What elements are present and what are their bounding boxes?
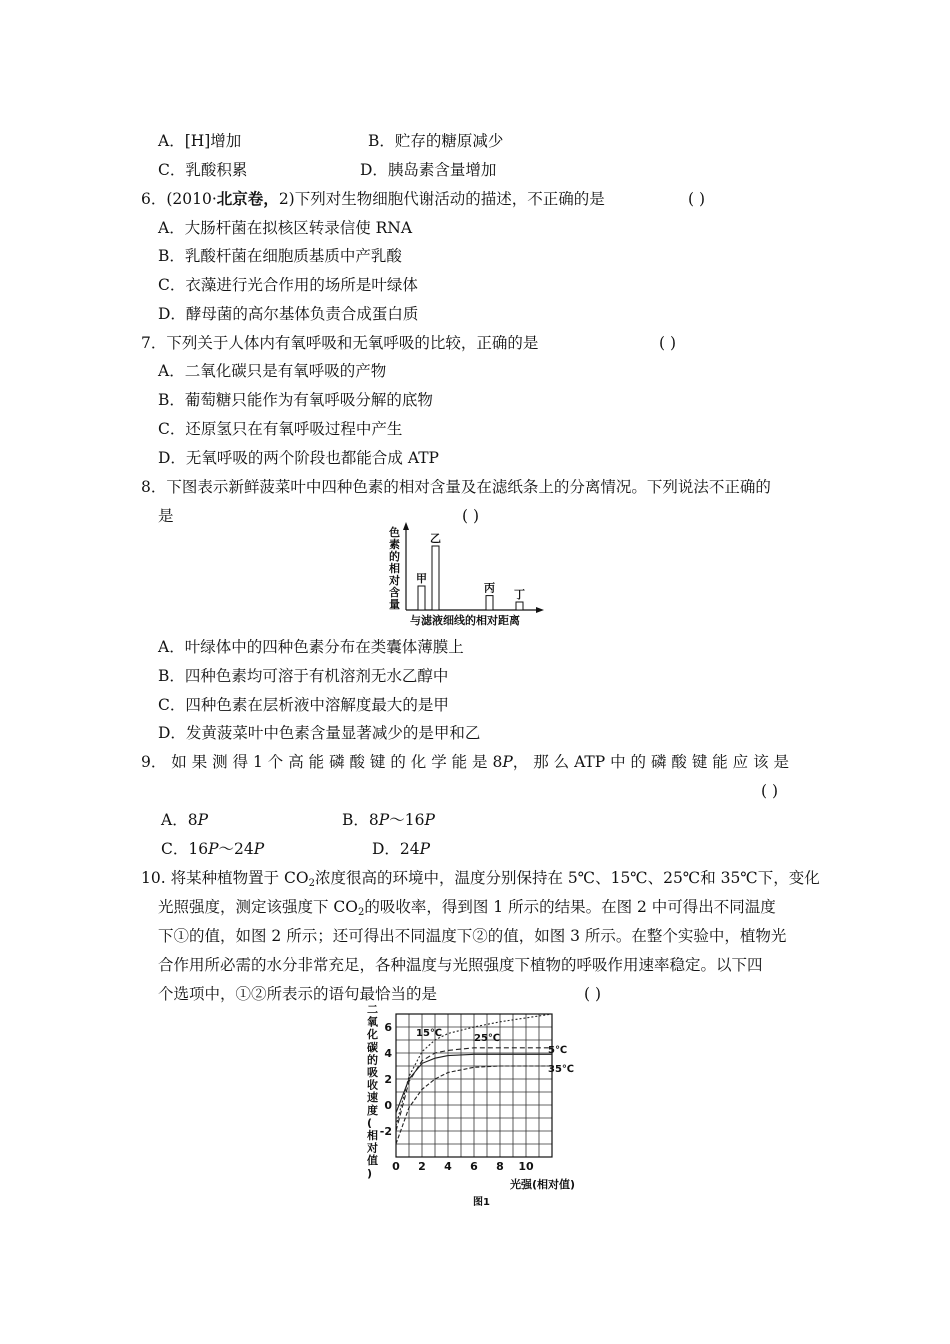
figure1-x-tick: 10 [518,1160,534,1173]
pigment-bar-label: 乙 [430,532,441,545]
q10-line4: 合作用所必需的水分非常充足，各种温度与光照强度下植物的呼吸作用速率稳定。以下四 [158,956,763,974]
figure1-ylabel-char: 值 [367,1154,378,1168]
q9-option-b [342,810,435,830]
figure1-ylabel-char: 速 [367,1091,378,1105]
q9-option-d [372,839,430,859]
pigment-ylabel-char: 含 [389,586,400,599]
figure1-ylabel-char: 对 [367,1141,378,1155]
q10-line1-a: 10. 将某种植物置于 CO [141,869,309,887]
figure1-ylabel-char: 度 [367,1103,378,1117]
figure1-xlabel: 光强(相对值) [510,1178,576,1191]
q9-stem-tail: ， 那 么 ATP 中 的 磷 酸 键 能 应 该 是 [512,753,790,771]
pigment-ylabel-char: 色 [389,526,400,539]
q6-answer-bracket: ( ) [688,190,706,208]
q10-line1-b: 浓度很高的环境中，温度分别保持在 5℃、15℃、25℃和 35℃下，变化 [314,869,820,887]
figure1-ylabel-char: 二 [367,1003,378,1016]
q5-option-d: D．胰岛素含量增加 [360,161,497,179]
figure1-title: 图1 [473,1197,490,1208]
pigment-ylabel-char: 量 [389,598,400,611]
pigment-ylabel-char: 对 [389,574,400,587]
q9-option-c [161,839,264,859]
figure1-y-tick: 6 [384,1021,392,1034]
q10-line2-a: 光照强度，测定该强度下 CO [158,898,358,916]
pigment-bar-label: 甲 [416,572,427,585]
q6-option-d: D．酵母菌的高尔基体负责合成蛋白质 [158,305,419,323]
q10-answer-bracket: ( ) [584,985,602,1003]
q6-stem [141,189,605,209]
q9-option-a [161,810,208,830]
figure1-ylabel-char: 的 [367,1053,378,1067]
q9-option-c-var2: P [253,840,265,858]
q9-option-a-var: P [197,811,208,829]
figure1-x-tick: 2 [418,1160,426,1173]
q7-stem: 7．下列关于人体内有氧呼吸和无氧呼吸的比较，正确的是 [141,334,539,352]
pigment-bar [432,546,439,610]
figure1-series-label: 25℃ [474,1033,501,1044]
q9-option-c-var1: P [208,840,219,858]
figure1-series-label: 15℃ [416,1028,443,1039]
q9-option-d-var: P [419,840,431,858]
pigment-ylabel-char: 的 [389,550,400,563]
figure1-y-tick: -2 [379,1125,392,1138]
q6-number: 6． [141,190,167,208]
figure1-ylabel-char: 收 [367,1078,378,1092]
figure1-ylabel-char: ) [367,1166,373,1180]
q9-stem [141,752,789,772]
q6-source-bold: 北京卷， [216,189,279,208]
pigment-bar [486,596,493,610]
figure1-y-tick: 4 [384,1047,392,1060]
pigment-ylabel-char: 相 [389,562,400,575]
q9-option-d-text: D．24 [372,840,420,858]
q8-stem-line1: 8．下图表示新鲜菠菜叶中四种色素的相对含量及在滤纸条上的分离情况。下列说法不正确的 [141,478,771,496]
figure1-ylabel-char: 碳 [367,1040,378,1054]
q9-stem-text: 9． 如 果 测 得 1 个 高 能 磷 酸 键 的 化 学 能 是 8 [141,753,503,771]
pigment-ylabel [388,525,400,611]
q9-option-b-var2: P [424,811,435,829]
figure1-x-tick: 0 [392,1160,400,1173]
q6-stem-text: 2)下列对生物细胞代谢活动的描述，不正确的是 [278,190,605,208]
figure1-line-chart [360,1002,600,1212]
q8-option-c: C．四种色素在层析液中溶解度最大的是甲 [158,696,449,714]
pigment-bar-label: 丁 [514,588,525,601]
pigment-bar [418,586,425,610]
q7-option-b: B．葡萄糖只能作为有氧呼吸分解的底物 [158,391,433,409]
q8-option-b: B．四种色素均可溶于有机溶剂无水乙醇中 [158,667,449,685]
figure1-y-tick: 0 [384,1099,392,1112]
q7-option-d: D．无氧呼吸的两个阶段也都能合成 ATP [158,449,439,467]
figure1-ylabel-char: 化 [367,1028,378,1042]
q10-line3: 下①的值，如图 2 所示；还可得出不同温度下②的值，如图 3 所示。在整个实验中，植物光 [158,927,787,945]
q9-option-b-mid: ～16 [389,811,425,829]
q5-option-b: B．贮存的糖原减少 [368,132,504,150]
q9-option-c-text: C．16 [161,840,209,858]
pigment-ylabel-char: 素 [389,538,400,551]
q7-answer-bracket: ( ) [659,334,677,352]
q9-option-a-text: A．8 [161,811,198,829]
figure1-x-tick: 4 [444,1160,452,1173]
q9-option-b-text: B．8 [342,811,379,829]
figure1-ylabel-char: 相 [367,1129,378,1142]
figure1-series-label: 5℃ [548,1045,568,1056]
figure1-x-tick: 6 [470,1160,478,1173]
q7-option-a: A．二氧化碳只是有氧呼吸的产物 [158,362,387,380]
q6-option-b: B．乳酸杆菌在细胞质基质中产乳酸 [158,247,402,265]
q10-line1 [141,868,820,894]
q7-option-c: C．还原氢只在有氧呼吸过程中产生 [158,420,403,438]
q10-line2-b: 的吸收率，得到图 1 所示的结果。在图 2 中可得出不同温度 [364,898,776,916]
q10-line5: 个选项中，①②所表示的语句最恰当的是 [158,985,438,1003]
figure1-x-tick: 8 [496,1160,504,1173]
q10-line2-sub: 2 [358,907,365,918]
q5-option-c: C．乳酸积累 [158,161,248,179]
figure1-y-tick: 2 [384,1073,392,1086]
figure1-ylabel [366,1003,379,1180]
q10-line2 [158,897,776,923]
pigment-bar-label: 丙 [484,581,495,595]
pigment-y-arrow [403,522,409,530]
pigment-bar-chart [380,522,570,630]
q9-option-b-var1: P [378,811,390,829]
pigment-xlabel: 与滤液细线的相对距离 [410,614,520,627]
q6-source: (2010· [166,190,217,208]
q9-var-p: P [502,753,513,771]
q9-option-c-mid: ～24 [218,840,254,858]
pigment-x-arrow [536,607,544,613]
q5-option-a: A．[H]增加 [158,132,242,150]
q8-option-d: D．发黄菠菜叶中色素含量显著减少的是甲和乙 [158,724,481,742]
q8-stem-line2: 是 [158,507,174,525]
figure1-ylabel-char: ( [367,1116,373,1130]
q8-option-a: A．叶绿体中的四种色素分布在类囊体薄膜上 [158,638,464,656]
figure1-series-label: 35℃ [548,1064,575,1075]
q6-option-c: C．衣藻进行光合作用的场所是叶绿体 [158,276,418,294]
q9-answer-bracket: ( ) [761,782,779,800]
q8-answer-bracket: ( ) [462,507,480,525]
figure1-ylabel-char: 氧 [367,1015,378,1029]
q6-option-a: A．大肠杆菌在拟核区转录信使 RNA [158,219,413,237]
figure1-ylabel-char: 吸 [367,1066,378,1079]
pigment-bar [516,602,523,610]
q10-line1-sub: 2 [308,878,315,889]
